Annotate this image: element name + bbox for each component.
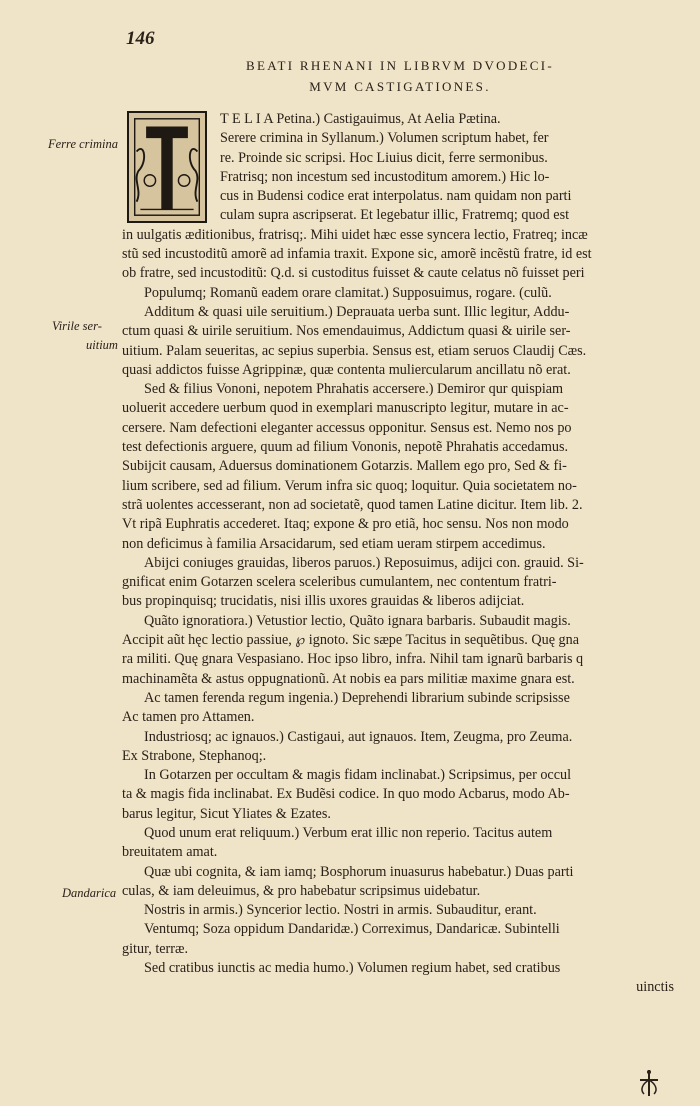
text-line: In Gotarzen per occultam & magis fidam inclinabat.) Scripsimus, per occul bbox=[144, 767, 572, 784]
margin-note-uitium: uitium bbox=[86, 338, 118, 352]
text-line: stũ sed incustoditũ amorẽ ad infamia traxit. Expone sic, amorẽ incẽstũ fratre, id est bbox=[122, 246, 592, 263]
margin-note-dandarica: Dandarica bbox=[62, 886, 117, 900]
text-line: re. Proinde sic scripsi. Hoc Liuius dicit, ferre sermonibus. bbox=[220, 149, 548, 166]
text-line: Quãto ignoratiora.) Vetustior lectio, Quãto ignara barbaris. Subaudit magis. bbox=[144, 612, 571, 629]
text-line: cus in Budensi codice erat interpolatus. nam quidam non parti bbox=[220, 188, 572, 205]
text-line: Serere crimina in Syllanum.) Volumen scriptum habet, fer bbox=[220, 130, 549, 147]
text-line: gitur, terræ. bbox=[122, 940, 189, 957]
text-line: Vt ripã Euphratis accederet. Itaq; expone & pro etiã, hoc sensu. Nos non modo bbox=[122, 516, 569, 533]
page-number: 146 bbox=[126, 28, 155, 49]
text-line: Additum & quasi uile seruitium.) Deprauata uerba sunt. Illic legitur, Addu- bbox=[144, 303, 570, 320]
text-line: Ventumq; Soza oppidum Dandaridæ.) Correximus, Dandaricæ. Subintelli bbox=[144, 921, 560, 938]
text-line: Ac tamen pro Attamen. bbox=[122, 709, 255, 726]
text-line: T E L I A Petina.) Castigauimus, At Aelia Pætina. bbox=[220, 111, 501, 127]
text-line: Fratrisq; non incestum sed incustoditum amorem.) Hic lo- bbox=[220, 168, 550, 185]
text-line: breuitatem amat. bbox=[122, 844, 218, 861]
text-line: Quæ ubi cognita, & iam iamq; Bosphorum inuasurus habebatur.) Duas parti bbox=[144, 863, 574, 880]
text-line: culam supra ascripserat. Et legebatur illic, Fratremq; quod est bbox=[220, 207, 570, 224]
text-line: barus legitur, Sicut Yliates & Ezates. bbox=[122, 805, 331, 822]
text-line: uoluerit accedere uerbum quod in exemplari manuscripto legitur, mutare in ac- bbox=[122, 400, 569, 417]
main-text-block bbox=[122, 110, 674, 998]
margin-note-virile-servitium: Virile ser- bbox=[52, 319, 102, 333]
text-line: in uulgatis æditionibus, fratrisq;. Mihi uidet hæc esse syncera lectio, Fratreq; incæ bbox=[122, 226, 588, 243]
header-line-1: BEATI RHENANI IN LIBRVM DVODECI- bbox=[246, 58, 554, 73]
text-line: Subijcit causam, Aduersus dominationem Gotarzis. Mallem ego pro, Sed & fi- bbox=[122, 458, 567, 475]
text-line: Sed & filius Vononi, nepotem Phrahatis accersere.) Demiror qur quispiam bbox=[144, 381, 564, 398]
text-line: Ac tamen ferenda regum ingenia.) Deprehendi librarium subinde scripsisse bbox=[144, 689, 570, 706]
text-line: test defectionis arguere, quum ad filium Vononis, nepotẽ Phrahatis accedamus. bbox=[122, 439, 569, 456]
text-line: non deficimus à familia Arsacidarum, sed etiam ueram stirpem accedimus. bbox=[122, 535, 546, 552]
text-line: Populumq; Romanũ eadem orare clamitat.) Supposuimus, rogare. (culũ. bbox=[144, 284, 552, 301]
text-line: gnificat enim Gotarzen scelera sceleribus cumulantem, nec contentum fratri- bbox=[122, 574, 557, 591]
text-line: bus propinquisq; trucidatis, nisi illis uxores grauidas & liberos adijciat. bbox=[122, 593, 525, 610]
text-line: uinctis bbox=[636, 979, 674, 996]
printer-mark-icon bbox=[632, 1066, 666, 1100]
text-line: quasi addictos fuisse Agrippinæ, quæ contenta muliercularum ancillatu nõ erat. bbox=[122, 361, 571, 378]
text-line: Ex Strabone, Stephanoq;. bbox=[122, 747, 267, 764]
text-line: ctum quasi & uirile seruitium. Nos emendauimus, Addictum quasi & uirile ser- bbox=[122, 323, 571, 340]
text-line: culas, & iam deleuimus, & pro habebatur scripsimus uidebatur. bbox=[122, 882, 481, 899]
text-line: cersere. Nam defectioni eleganter accessus opponitur. Sensus est. Nemo nos po bbox=[122, 419, 572, 436]
text-line: Industriosq; ac ignauos.) Castigaui, aut ignauos. Item, Zeugma, pro Zeuma. bbox=[144, 728, 573, 745]
text-line: machinamẽta & astus oppugnationũ. At nobis ea pars militiæ maxime gnara est. bbox=[122, 670, 575, 687]
text-line: ra militi. Quę gnara Vespasiano. Hoc ipso libro, infra. Nihil tam ignarũ barbaris q bbox=[122, 651, 584, 668]
text-line: ta & magis fida inclinabat. Ex Budẽsi codice. In quo modo Acbarus, modo Ab- bbox=[122, 786, 570, 803]
text-line: Accipit aũt hęc lectio passiue, ℘ ignoto. Sic sæpe Tacitus in sequẽtibus. Quę gna bbox=[122, 632, 580, 649]
text-line: Abijci coniuges grauidas, liberos paruos.) Reposuimus, adijci con. grauid. Si- bbox=[144, 554, 584, 571]
text-line: Quod unum erat reliquum.) Verbum erat illic non reperio. Tacitus autem bbox=[144, 824, 553, 841]
text-line: uitium. Palam seueritas, ac sepius superbia. Sensus est, etiam seruos Claudij Cæs. bbox=[122, 342, 587, 359]
running-header bbox=[140, 55, 660, 97]
text-line: Nostris in armis.) Syncerior lectio. Nostri in armis. Subauditur, erant. bbox=[144, 902, 537, 919]
text-line: lium scribere, sed ad filium. Verum infra sic quoq; loquitur. Quia societatem no- bbox=[122, 477, 577, 494]
header-line-2: MVM CASTIGATIONES. bbox=[309, 79, 491, 94]
text-line: ob fratre, sed incustoditũ: Q.d. si custoditus fuisset & caute celatus nõ fuisset peri bbox=[122, 265, 585, 282]
text-line: Sed cratibus iunctis ac media humo.) Volumen regium habet, sed cratibus bbox=[144, 960, 561, 977]
text-line: strã uolentes accesserant, non ad societatẽ, quod tamen Latine dicitur. Item lib. 2. bbox=[122, 496, 583, 513]
margin-note-ferre-crimina: Ferre crimina bbox=[48, 137, 119, 151]
